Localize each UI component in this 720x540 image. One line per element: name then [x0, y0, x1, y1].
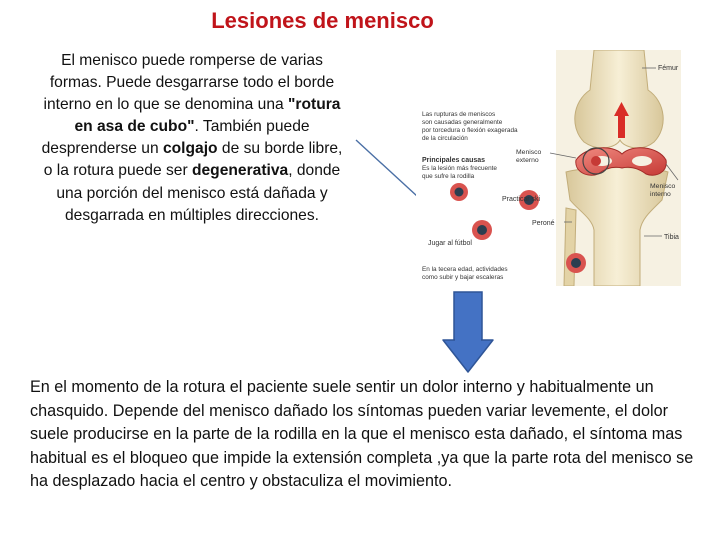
label-edad-2: como subir y bajar escaleras — [422, 274, 504, 281]
intro-bold-degenerative: degenerativa — [191, 162, 289, 180]
label-menisco-interno-1: Menisco — [650, 183, 676, 190]
label-perone: Peroné — [532, 220, 555, 227]
label-menisco-externo-2: externo — [516, 157, 539, 164]
intro-text-4: , donde una porción del menisco está dañada y desgarrada en múltiples direcciones. — [56, 162, 341, 224]
down-arrow-icon — [441, 290, 495, 374]
fibula-bone — [564, 208, 576, 286]
runner-icon — [450, 183, 468, 201]
label-causes-4: de la circulación — [422, 135, 468, 142]
intro-bold-bucket-handle: "rotura en asa de cubo" — [74, 96, 341, 136]
intro-text-2: . También puede desprenderse un — [41, 118, 310, 158]
label-causes-1: Las rupturas de meniscos — [422, 111, 496, 118]
label-practicar-ski: Practicar ski — [502, 196, 541, 203]
football-icon — [472, 220, 492, 240]
intro-text-1: El menisco puede romperse de varias formas. Puede desgarrarse todo el borde interno en lo que se denomina una — [43, 52, 335, 114]
label-edad-1: En la tecera edad, actividades — [422, 266, 508, 273]
conclusion-paragraph: En el momento de la rotura el paciente suele sentir un dolor interno y habitualmente un chasquido. Depende del menisco dañado los síntomas pueden variar levemente, el dolor suele producirse en la parte de la rodilla en la que el menisco esta dañado, el síntoma mas habitual es el bloqueo que impide la extensión completa ,ya que la parte rota del menisco se ha desplazado hacia el centro y obstaculiza el movimiento. — [30, 378, 694, 490]
label-jugar-futbol: Jugar al fútbol — [428, 240, 472, 247]
label-main-causes: Principales causas — [422, 157, 486, 164]
label-main-1: Es la lesión más frecuente — [422, 165, 497, 172]
intro-text-3: de su borde libre, o la rotura puede ser — [43, 140, 343, 180]
label-femur: Fémur — [658, 65, 679, 72]
knee-infographic — [416, 50, 698, 286]
label-tibia: Tibia — [664, 234, 679, 241]
intro-paragraph — [36, 50, 348, 227]
label-causes-2: son causadas generalmente — [422, 119, 503, 126]
intro-bold-flap: colgajo — [162, 140, 218, 158]
page-title: Lesiones de menisco — [211, 8, 434, 33]
label-main-2: que sufre la rodilla — [422, 173, 475, 180]
label-menisco-externo-1: Menisco — [516, 149, 542, 156]
stairs-icon — [566, 253, 586, 273]
label-causes-3: por torcedura o flexión exagerada — [422, 127, 518, 134]
label-menisco-interno-2: interno — [650, 191, 671, 198]
